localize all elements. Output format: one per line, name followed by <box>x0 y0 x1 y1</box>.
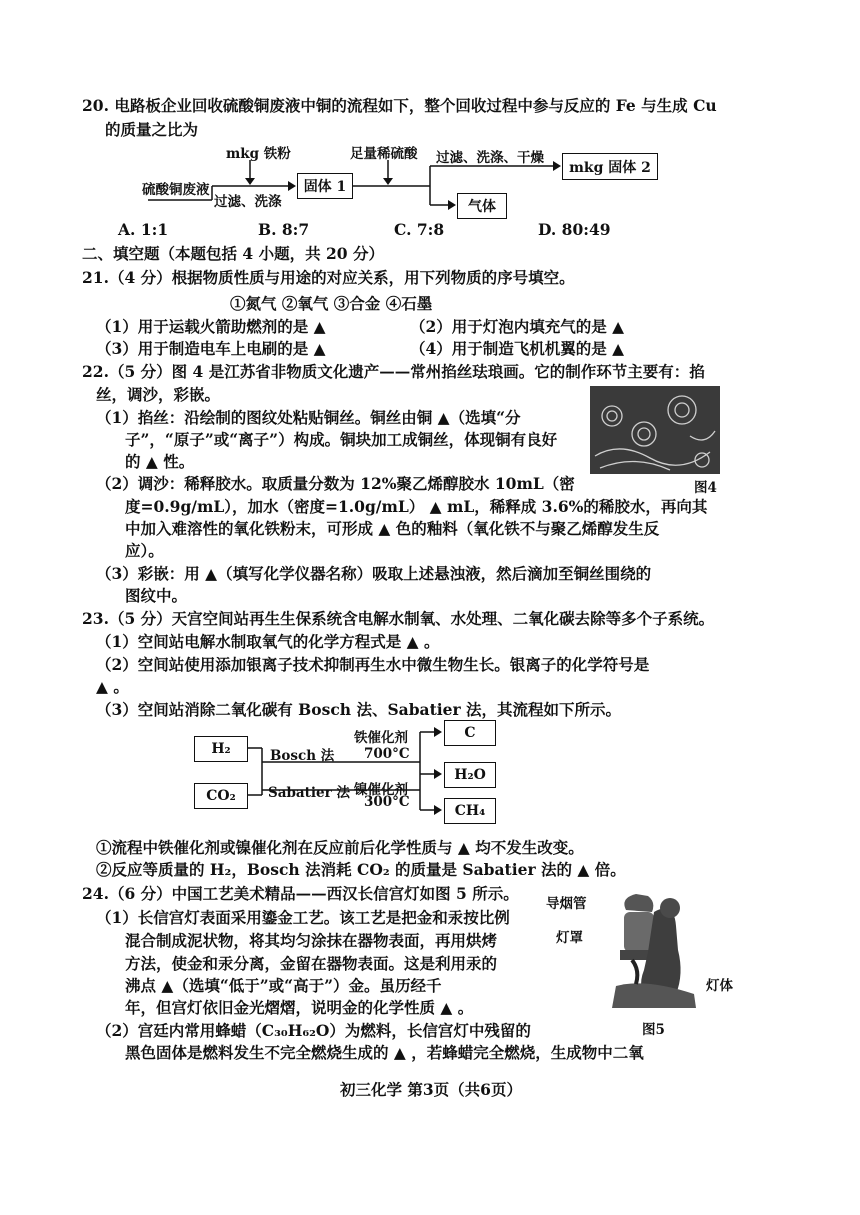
q23-temp-300: 300°C <box>364 794 410 810</box>
q21-item-3: （3）用于制造电车上电刷的是 ▲ <box>96 339 326 358</box>
q22-line-2: 丝，调沙，彩嵌。 <box>96 385 221 404</box>
q23-sabatier-label: Sabatier 法 <box>268 785 350 801</box>
q24-line-5: 沸点 ▲（选填“低于”或“高于”）金。虽历经千 <box>125 976 442 995</box>
q20-step2-label: 过滤、洗涤、干燥 <box>436 150 544 166</box>
q22-line-8: 中加入难溶性的氧化铁粉末，可形成 ▲ 色的釉料（氧化铁不与聚乙烯醇发生反 <box>125 519 660 538</box>
figure-5-label-shade: 灯罩 <box>556 930 583 946</box>
q22-line-6: （2）调沙：稀释胶水。取质量分数为 12%聚乙烯醇胶水 10mL（密 <box>96 474 575 493</box>
q22-line-10: （3）彩嵌：用 ▲（填写化学仪器名称）吸取上述悬浊液，然后滴加至铜丝围绕的 <box>96 564 652 583</box>
q23-ch4-box: CH₄ <box>444 798 496 824</box>
q21-stem: 21.（4 分）根据物质性质与用途的对应关系，用下列物质的序号填空。 <box>82 268 575 287</box>
q22-line-7: 度=0.9g/mL），加水（密度=1.0g/mL） ▲ mL，稀释成 3.6%的稀胶水，再向其 <box>125 497 708 516</box>
q24-line-7: （2）宫廷内常用蜂蜡（C₃₀H₆₂O）为燃料，长信宫灯中残留的 <box>96 1021 531 1040</box>
q24-line-6: 年，但宫灯依旧金光熠熠，说明金的化学性质 ▲ 。 <box>125 998 474 1017</box>
figure-5-label-body: 灯体 <box>706 978 733 994</box>
q23-h2-box: H₂ <box>194 736 248 762</box>
q24-line-8: 黑色固体是燃料发生不完全燃烧生成的 ▲ ，若蜂蜡完全燃烧，生成物中二氧 <box>125 1043 644 1062</box>
q23-co2-box: CO₂ <box>194 783 248 809</box>
q20-reagent-acid: 足量稀硫酸 <box>350 146 418 162</box>
q23-bosch-label: Bosch 法 <box>270 748 335 764</box>
q21-item-4: （4）用于制造飞机机翼的是 ▲ <box>410 339 625 358</box>
q23-line-4: ▲ 。 <box>96 677 129 696</box>
q22-line-11: 图纹中。 <box>125 586 188 605</box>
figure-5-palace-lamp <box>596 890 716 1012</box>
q22-line-4: 子”，“原子”或“离子”）构成。铜块加工成铜丝，体现铜有良好 <box>125 430 558 449</box>
q23-h2o-box: H₂O <box>444 762 496 788</box>
q20-option-b: B. 8:7 <box>258 220 310 239</box>
q22-line-5: 的 ▲ 性。 <box>125 452 195 471</box>
q24-line-1: 24.（6 分）中国工艺美术精品——西汉长信宫灯如图 5 所示。 <box>82 884 519 903</box>
q20-option-a: A. 1:1 <box>118 220 169 239</box>
q23-sub-2: ②反应等质量的 H₂，Bosch 法消耗 CO₂ 的质量是 Sabatier 法的 ▲ 倍。 <box>96 860 626 879</box>
q23-line-3: （2）空间站使用添加银离子技术抑制再生水中微生物生长。银离子的化学符号是 <box>96 655 650 674</box>
q23-c-box: C <box>444 720 496 746</box>
q21-choices: ①氮气 ②氧气 ③合金 ④石墨 <box>230 294 433 313</box>
q21-item-1: （1）用于运载火箭助燃剂的是 ▲ <box>96 317 326 336</box>
q24-line-4: 方法，使金和汞分离，金留在器物表面。这是利用汞的 <box>125 954 498 973</box>
q24-line-2: （1）长信宫灯表面采用鎏金工艺。该工艺是把金和汞按比例 <box>96 908 510 927</box>
q20-start-label: 硫酸铜废液 <box>142 182 210 198</box>
q21-item-2: （2）用于灯泡内填充气的是 ▲ <box>410 317 625 336</box>
page-footer: 初三化学 第3页（共6页） <box>340 1080 522 1099</box>
figure-5-label-chimney: 导烟管 <box>546 896 587 912</box>
q20-option-c: C. 7:8 <box>394 220 445 239</box>
q23-temp-700: 700°C <box>364 746 410 762</box>
figure-4-caption: 图4 <box>694 480 717 496</box>
q20-solid1-box: 固体 1 <box>297 173 353 199</box>
q20-gas-box: 气体 <box>457 193 507 219</box>
q20-stem-line1: 20. 电路板企业回收硫酸铜废液中铜的流程如下，整个回收过程中参与反应的 Fe 与生成 Cu <box>82 96 717 115</box>
q20-option-d: D. 80:49 <box>538 220 611 239</box>
figure-5-caption: 图5 <box>642 1022 665 1038</box>
q20-stem-line2: 的质量之比为 <box>105 120 199 139</box>
q20-solid2-box: mkg 固体 2 <box>562 153 658 180</box>
q23-line-2: （1）空间站电解水制取氧气的化学方程式是 ▲ 。 <box>96 632 440 651</box>
q20-step1-label: 过滤、洗涤 <box>214 194 282 210</box>
q23-line-5: （3）空间站消除二氧化碳有 Bosch 法、Sabatier 法，其流程如下所示。 <box>96 700 622 719</box>
q20-reagent-iron: mkg 铁粉 <box>226 146 291 162</box>
q23-iron-catalyst: 铁催化剂 <box>354 730 408 746</box>
q23-nickel-catalyst: 镍催化剂 <box>354 782 408 798</box>
q23-sub-1: ①流程中铁催化剂或镍催化剂在反应前后化学性质与 ▲ 均不发生改变。 <box>96 838 584 857</box>
q23-line-1: 23.（5 分）天宫空间站再生生保系统含电解水制氧、水处理、二氧化碳去除等多个子系统。 <box>82 609 715 628</box>
q22-line-3: （1）掐丝：沿绘制的图纹处粘贴铜丝。铜丝由铜 ▲（选填“分 <box>96 408 521 427</box>
q22-line-1: 22.（5 分）图 4 是江苏省非物质文化遗产——常州掐丝珐琅画。它的制作环节主要有：掐 <box>82 362 705 381</box>
q24-line-3: 混合制成泥状物，将其均匀涂抹在器物表面，再用烘烤 <box>125 931 498 950</box>
section-2-heading: 二、填空题（本题包括 4 小题，共 20 分） <box>82 244 384 263</box>
q22-line-9: 应）。 <box>125 541 164 560</box>
